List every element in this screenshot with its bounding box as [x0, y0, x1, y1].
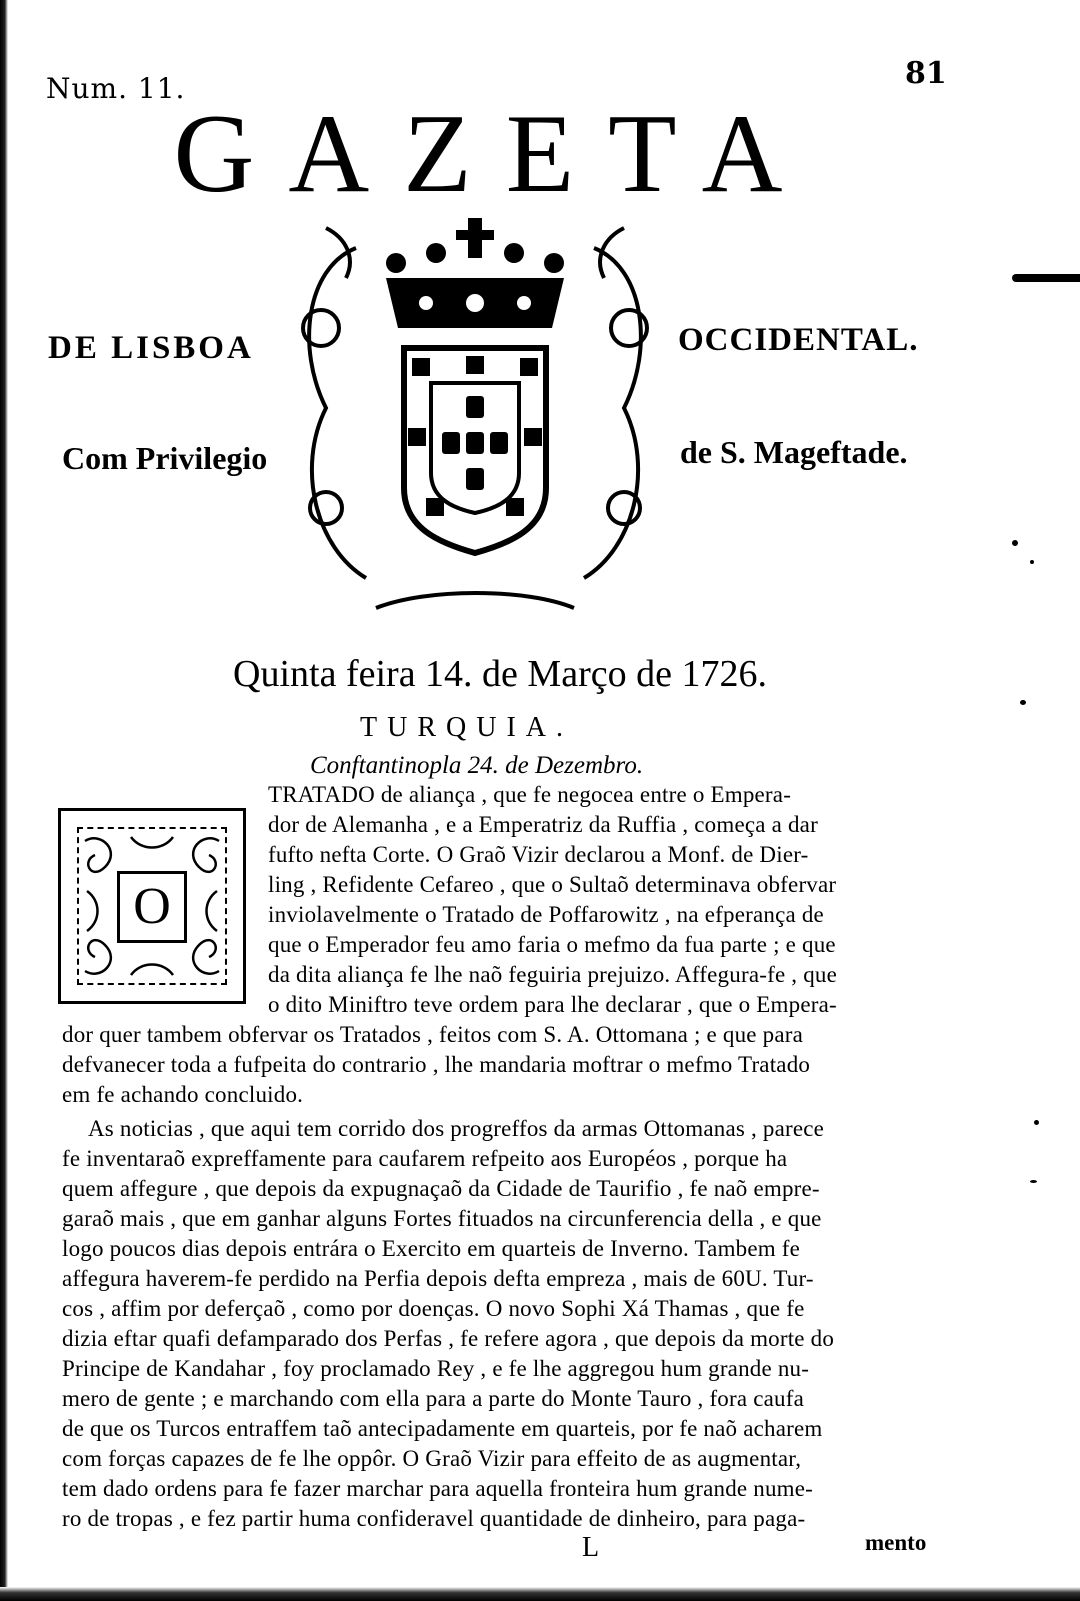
text-line: dizia eftar quafi defamparado dos Perfas , fe refere agora , que depois da morte do: [62, 1326, 835, 1351]
text-line: de que os Turcos entraffem taõ antecipadamente em quarteis, por fe naõ acharem: [62, 1416, 823, 1441]
text-line: o dito Miniftro teve ordem para lhe declarar , que o Empera-: [268, 992, 837, 1017]
section-heading: TURQUIA.: [360, 712, 573, 743]
text-line: ling , Refidente Cefareo , que o Sultaõ determinava obfervar: [268, 872, 837, 897]
text-line: quem affegure , que depois da expugnaçaõ da Cidade de Taurifio , fe naõ empre-: [62, 1176, 820, 1201]
text-line: dor de Alemanha , e a Emperatriz da Ruffia , começa a dar: [268, 812, 818, 837]
speck: [1030, 560, 1034, 564]
text-line: TRATADO de aliança , que fe negocea entre o Empera-: [268, 782, 792, 807]
initial-letter: O: [133, 878, 171, 935]
text-line: tem dado ordens para fe fazer marchar para aquella fronteira hum grande nume-: [62, 1476, 814, 1501]
text-line: com forças capazes de fe lhe oppôr. O Graõ Vizir para effeito de as augmentar,: [62, 1446, 802, 1471]
margin-rule: [1012, 274, 1080, 282]
text-line: logo poucos dias depois entrára o Exercito em quarteis de Inverno. Tambem fe: [62, 1236, 801, 1261]
text-line: ro de tropas , e fez partir huma confideravel quantidade de dinheiro, para paga-: [62, 1506, 806, 1531]
speck: [1034, 1120, 1039, 1125]
text-line: As noticias , que aqui tem corrido dos progreffos da armas Ottomanas , parece: [88, 1116, 825, 1141]
text-line: em fe achando concluido.: [62, 1082, 304, 1107]
text-line: da dita aliança fe lhe naõ feguiria prejuizo. Affegura-fe , que: [268, 962, 838, 987]
scan-left-edge: [0, 0, 8, 1601]
scan-bottom-edge: [0, 1587, 1080, 1601]
initial-letter-frame: [117, 871, 187, 943]
masthead-subtitle-left: DE LISBOA: [48, 330, 254, 366]
royal-crest-icon: [286, 208, 664, 618]
text-line: garaõ mais , que em ganhar alguns Fortes fituados na circunferencia della , e que: [62, 1206, 822, 1231]
privilege-right: de S. Mageftade.: [680, 434, 908, 470]
text-line: mero de gente ; e marchando com ella para a parte do Monte Tauro , fora caufa: [62, 1386, 804, 1411]
issue-number: Num. 11.: [46, 72, 186, 105]
catchword: mento: [865, 1530, 927, 1555]
signature-mark: L: [582, 1532, 600, 1563]
text-line: que o Emperador feu amo faria o mefmo da fua parte ; e que: [268, 932, 836, 957]
speck: [1030, 1180, 1037, 1183]
text-line: fe inventaraõ expreffamente para caufarem refpeito aos Européos , porque ha: [62, 1146, 788, 1171]
masthead-subtitle-right: OCCIDENTAL.: [678, 322, 919, 358]
page-number: 81: [905, 56, 947, 91]
issue-date: Quinta feira 14. de Março de 1726.: [233, 653, 767, 695]
speck: [1012, 540, 1018, 546]
text-line: fufto nefta Corte. O Graõ Vizir declarou a Monf. de Dier-: [268, 842, 809, 867]
text-line: affegura haverem-fe perdido na Perfia depois defta empreza , mais de 60U. Tur-: [62, 1266, 814, 1291]
text-line: defvanecer toda a fufpeita do contrario , lhe mandaria moftrar o mefmo Tratado: [62, 1052, 811, 1077]
privilege-left: Com Privilegio: [62, 440, 268, 476]
text-line: inviolavelmente o Tratado de Poffarowitz , na efperança de: [268, 902, 824, 927]
decorated-initial: [58, 808, 246, 1004]
masthead-title: GAZETA: [173, 92, 817, 216]
text-line: Principe de Kandahar , foy proclamado Rey , e fe lhe aggregou hum grande nu-: [62, 1356, 810, 1381]
speck: [1020, 700, 1026, 705]
article-dateline: Conftantinopla 24. de Dezembro.: [310, 752, 644, 779]
text-line: cos , affim por deferçaõ , como por doenças. O novo Sophi Xá Thamas , que fe: [62, 1296, 805, 1321]
text-line: dor quer tambem obfervar os Tratados , feitos com S. A. Ottomana ; e que para: [62, 1022, 804, 1047]
